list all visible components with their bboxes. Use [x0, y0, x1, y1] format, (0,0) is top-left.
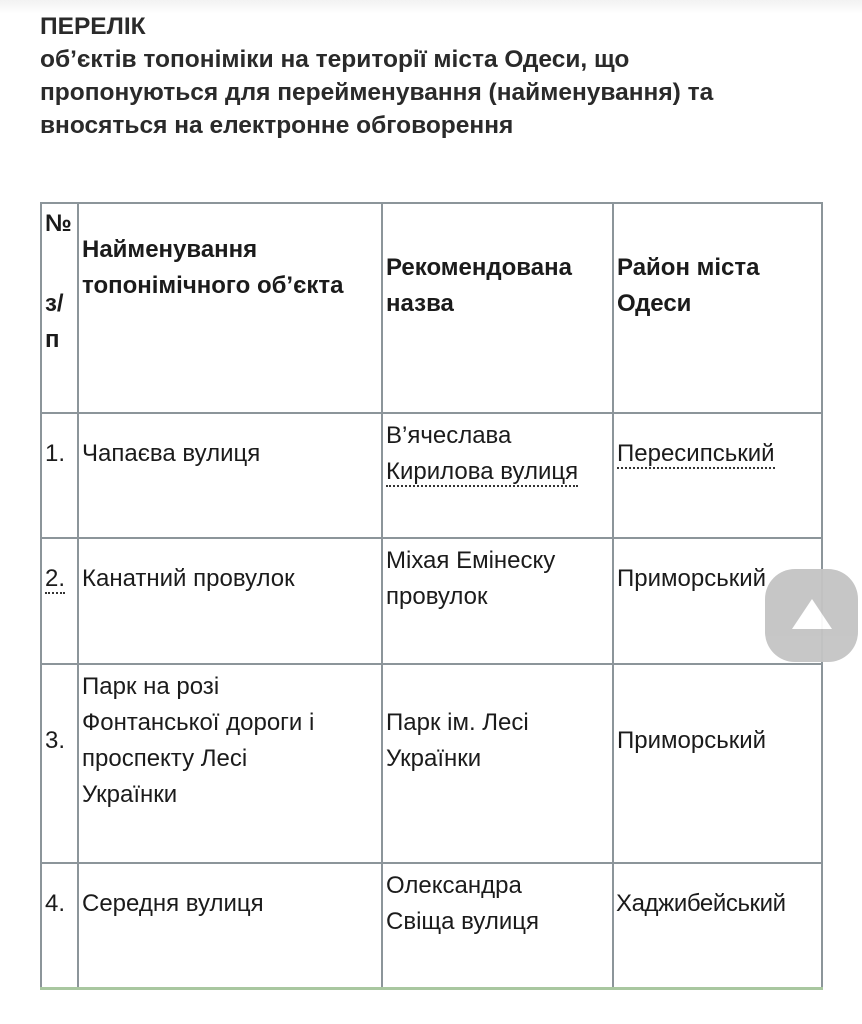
table-header-row	[41, 203, 822, 413]
heading-subtitle-line: пропонуються для перейменування (найменування) та	[40, 79, 714, 106]
table-row	[41, 413, 822, 538]
table-row	[41, 664, 822, 863]
row-number: 3.	[41, 664, 78, 863]
row-district: Приморський	[613, 538, 822, 664]
heading-title: ПЕРЕЛІК	[40, 13, 146, 40]
row-object	[78, 664, 382, 863]
row-number	[41, 538, 78, 664]
row-number: 1.	[41, 413, 78, 538]
row-object: Чапаєва вулиця	[78, 413, 382, 538]
header-object: Найменування топонімічного об’єкта	[78, 203, 382, 413]
recommended-line: Українки	[386, 745, 482, 772]
recommended-line-text: Кирилова вулиця	[386, 458, 579, 485]
object-line: проспекту Лесі	[82, 745, 248, 772]
header-number-symbol: №	[45, 210, 72, 237]
heading-subtitle-line: об’єктів топоніміки на території міста Одеси, що	[40, 46, 630, 73]
row-recommended	[382, 863, 613, 988]
row-object: Канатний провулок	[78, 538, 382, 664]
number-text: 2.	[45, 565, 66, 592]
object-line: Українки	[82, 781, 178, 808]
recommended-line: Парк ім. Лесі	[386, 709, 529, 736]
row-district: Хаджибейський	[613, 863, 822, 988]
recommended-line	[386, 454, 610, 490]
table-row	[41, 538, 822, 664]
row-district	[613, 413, 822, 538]
document-heading	[40, 10, 840, 142]
toponym-table	[40, 202, 823, 990]
row-recommended	[382, 664, 613, 863]
triangle-up-icon	[792, 599, 832, 629]
header-recommended: Рекомендована назва	[382, 203, 613, 413]
recommended-line: Свіща вулиця	[386, 908, 540, 935]
heading-subtitle-line: вносяться на електронне обговорення	[40, 112, 514, 139]
district-text: Пересипський	[617, 440, 775, 467]
recommended-line: провулок	[386, 583, 488, 610]
header-district: Район міста Одеси	[613, 203, 822, 413]
recommended-line: Олександра	[386, 872, 522, 899]
header-number-part: п	[45, 326, 60, 353]
row-district: Приморський	[613, 664, 822, 863]
row-recommended	[382, 413, 613, 538]
row-object: Середня вулиця	[78, 863, 382, 988]
recommended-line: Міхая Емінеску	[386, 547, 556, 574]
row-number: 4.	[41, 863, 78, 988]
header-number	[41, 203, 78, 413]
object-line: Парк на розі	[82, 673, 220, 700]
scroll-to-top-button[interactable]	[765, 569, 858, 662]
row-recommended	[382, 538, 613, 664]
recommended-line: В’ячеслава	[386, 422, 512, 449]
header-number-part: з/	[45, 290, 64, 317]
table-row	[41, 863, 822, 988]
object-line: Фонтанської дороги і	[82, 709, 315, 736]
